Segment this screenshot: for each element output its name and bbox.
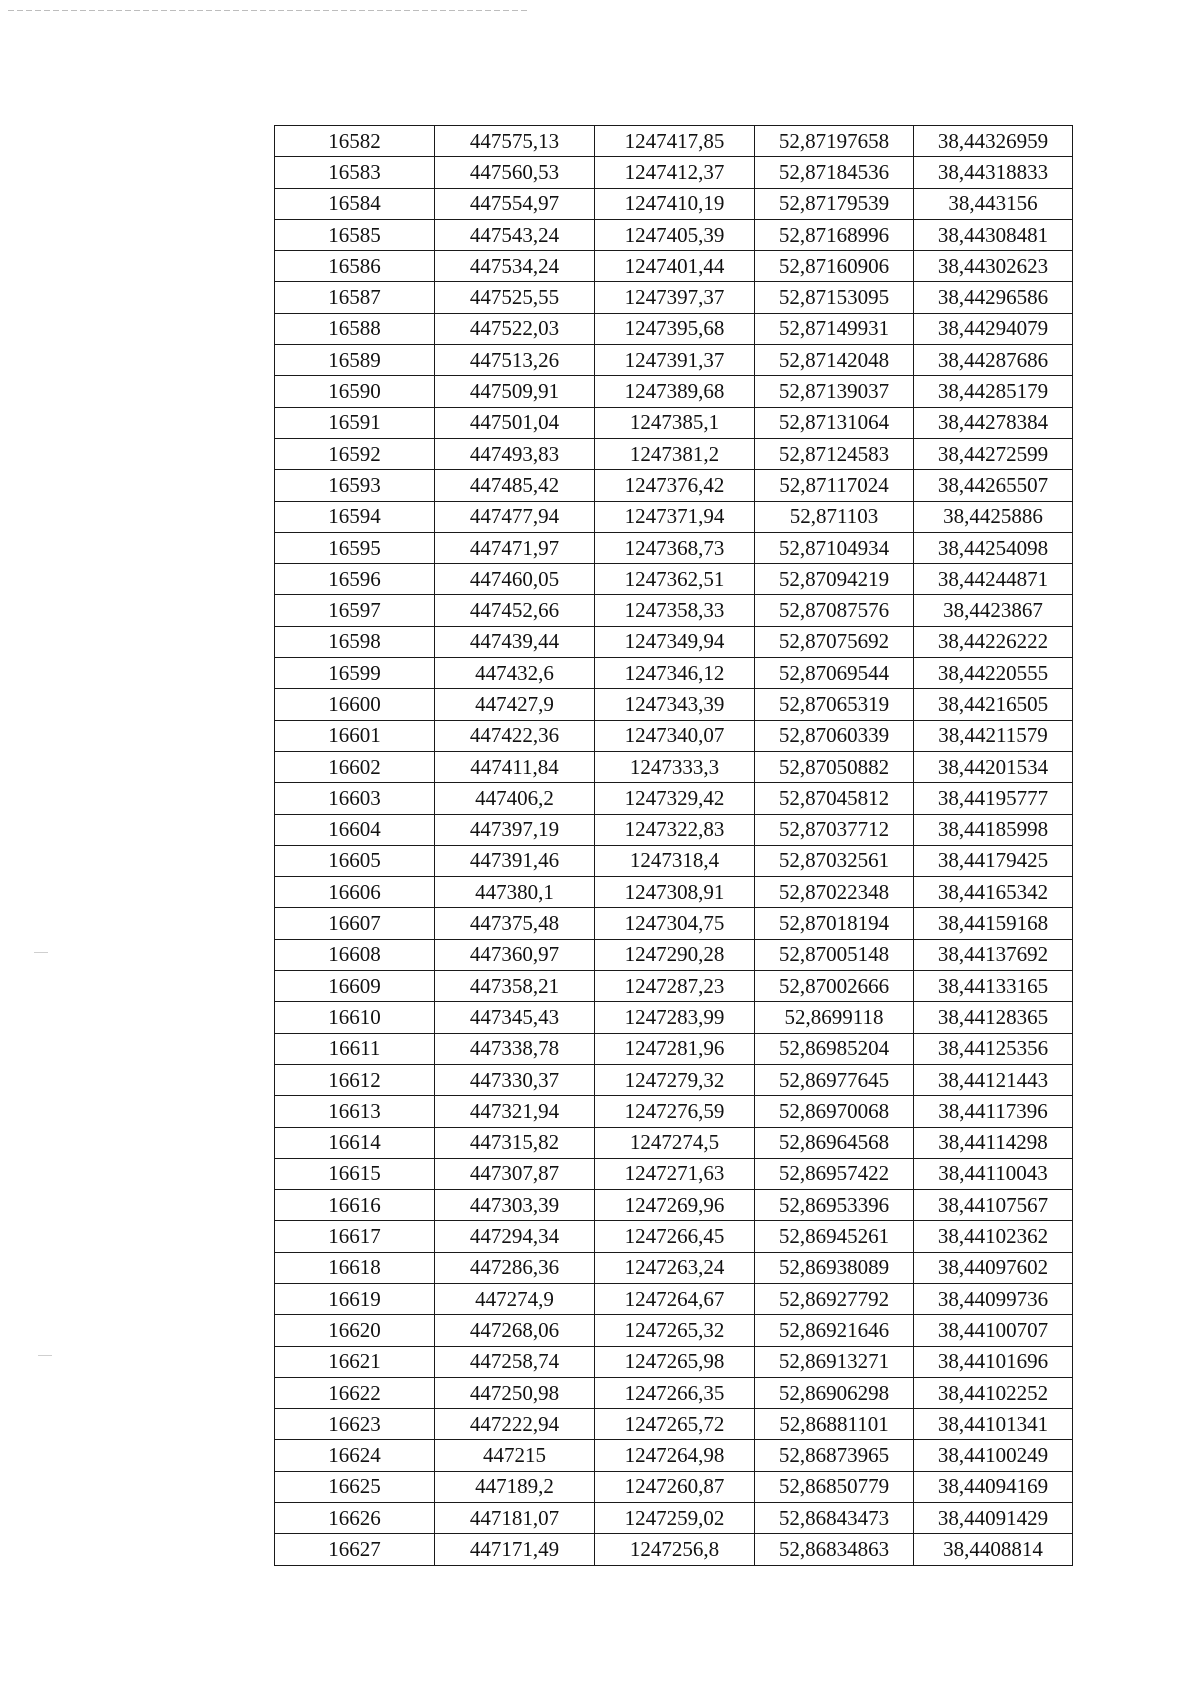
longitude-cell: 38,44125356: [914, 1033, 1073, 1064]
longitude-cell: 38,44094169: [914, 1471, 1073, 1502]
longitude-cell: 38,44179425: [914, 845, 1073, 876]
table-row: [275, 188, 1073, 219]
longitude-cell: 38,44100707: [914, 1315, 1073, 1346]
y-coordinate-cell: 1247260,87: [595, 1471, 755, 1502]
point-number-cell: 16591: [275, 407, 435, 438]
latitude-cell: 52,86985204: [755, 1033, 914, 1064]
table-row: [275, 1440, 1073, 1471]
longitude-cell: 38,44287686: [914, 345, 1073, 376]
y-coordinate-cell: 1247405,39: [595, 219, 755, 250]
y-coordinate-cell: 1247266,35: [595, 1377, 755, 1408]
table-row: [275, 1127, 1073, 1158]
latitude-cell: 52,87075692: [755, 626, 914, 657]
latitude-cell: 52,86977645: [755, 1064, 914, 1095]
latitude-cell: 52,86927792: [755, 1283, 914, 1314]
table-row: [275, 1064, 1073, 1095]
longitude-cell: 38,44195777: [914, 783, 1073, 814]
longitude-cell: 38,44107567: [914, 1190, 1073, 1221]
point-number-cell: 16615: [275, 1158, 435, 1189]
x-coordinate-cell: 447360,97: [435, 939, 595, 970]
table-row: [275, 1002, 1073, 1033]
point-number-cell: 16624: [275, 1440, 435, 1471]
x-coordinate-cell: 447534,24: [435, 251, 595, 282]
longitude-cell: 38,44296586: [914, 282, 1073, 313]
latitude-cell: 52,86945261: [755, 1221, 914, 1252]
y-coordinate-cell: 1247304,75: [595, 908, 755, 939]
longitude-cell: 38,4425886: [914, 501, 1073, 532]
x-coordinate-cell: 447543,24: [435, 219, 595, 250]
point-number-cell: 16614: [275, 1127, 435, 1158]
longitude-cell: 38,44117396: [914, 1096, 1073, 1127]
x-coordinate-cell: 447554,97: [435, 188, 595, 219]
latitude-cell: 52,87018194: [755, 908, 914, 939]
longitude-cell: 38,44097602: [914, 1252, 1073, 1283]
point-number-cell: 16599: [275, 658, 435, 689]
table-row: [275, 126, 1073, 157]
latitude-cell: 52,86906298: [755, 1377, 914, 1408]
table-row: [275, 783, 1073, 814]
y-coordinate-cell: 1247340,07: [595, 720, 755, 751]
table-row: [275, 1534, 1073, 1565]
x-coordinate-cell: 447250,98: [435, 1377, 595, 1408]
x-coordinate-cell: 447575,13: [435, 126, 595, 157]
table-row: [275, 1409, 1073, 1440]
longitude-cell: 38,44308481: [914, 219, 1073, 250]
x-coordinate-cell: 447215: [435, 1440, 595, 1471]
point-number-cell: 16620: [275, 1315, 435, 1346]
point-number-cell: 16586: [275, 251, 435, 282]
latitude-cell: 52,87197658: [755, 126, 914, 157]
x-coordinate-cell: 447522,03: [435, 313, 595, 344]
longitude-cell: 38,44159168: [914, 908, 1073, 939]
longitude-cell: 38,44137692: [914, 939, 1073, 970]
x-coordinate-cell: 447477,94: [435, 501, 595, 532]
y-coordinate-cell: 1247265,32: [595, 1315, 755, 1346]
longitude-cell: 38,44114298: [914, 1127, 1073, 1158]
latitude-cell: 52,87184536: [755, 157, 914, 188]
y-coordinate-cell: 1247283,99: [595, 1002, 755, 1033]
longitude-cell: 38,44326959: [914, 126, 1073, 157]
latitude-cell: 52,87002666: [755, 971, 914, 1002]
latitude-cell: 52,87139037: [755, 376, 914, 407]
x-coordinate-cell: 447330,37: [435, 1064, 595, 1095]
table-row: [275, 1315, 1073, 1346]
latitude-cell: 52,86938089: [755, 1252, 914, 1283]
x-coordinate-cell: 447171,49: [435, 1534, 595, 1565]
x-coordinate-cell: 447294,34: [435, 1221, 595, 1252]
x-coordinate-cell: 447525,55: [435, 282, 595, 313]
y-coordinate-cell: 1247410,19: [595, 188, 755, 219]
point-number-cell: 16610: [275, 1002, 435, 1033]
longitude-cell: 38,44211579: [914, 720, 1073, 751]
latitude-cell: 52,87131064: [755, 407, 914, 438]
table-row: [275, 1252, 1073, 1283]
point-number-cell: 16621: [275, 1346, 435, 1377]
longitude-cell: 38,44216505: [914, 689, 1073, 720]
y-coordinate-cell: 1247376,42: [595, 470, 755, 501]
table-row: [275, 1377, 1073, 1408]
point-number-cell: 16608: [275, 939, 435, 970]
table-row: [275, 814, 1073, 845]
latitude-cell: 52,86953396: [755, 1190, 914, 1221]
longitude-cell: 38,44102362: [914, 1221, 1073, 1252]
y-coordinate-cell: 1247276,59: [595, 1096, 755, 1127]
x-coordinate-cell: 447422,36: [435, 720, 595, 751]
latitude-cell: 52,87142048: [755, 345, 914, 376]
x-coordinate-cell: 447189,2: [435, 1471, 595, 1502]
point-number-cell: 16589: [275, 345, 435, 376]
y-coordinate-cell: 1247391,37: [595, 345, 755, 376]
x-coordinate-cell: 447358,21: [435, 971, 595, 1002]
y-coordinate-cell: 1247389,68: [595, 376, 755, 407]
latitude-cell: 52,87060339: [755, 720, 914, 751]
latitude-cell: 52,87117024: [755, 470, 914, 501]
latitude-cell: 52,871103: [755, 501, 914, 532]
y-coordinate-cell: 1247381,2: [595, 438, 755, 469]
longitude-cell: 38,44133165: [914, 971, 1073, 1002]
longitude-cell: 38,44128365: [914, 1002, 1073, 1033]
x-coordinate-cell: 447406,2: [435, 783, 595, 814]
x-coordinate-cell: 447338,78: [435, 1033, 595, 1064]
latitude-cell: 52,87094219: [755, 564, 914, 595]
y-coordinate-cell: 1247318,4: [595, 845, 755, 876]
x-coordinate-cell: 447509,91: [435, 376, 595, 407]
point-number-cell: 16612: [275, 1064, 435, 1095]
point-number-cell: 16617: [275, 1221, 435, 1252]
table-row: [275, 1096, 1073, 1127]
y-coordinate-cell: 1247395,68: [595, 313, 755, 344]
table-row: [275, 971, 1073, 1002]
latitude-cell: 52,86881101: [755, 1409, 914, 1440]
longitude-cell: 38,44110043: [914, 1158, 1073, 1189]
longitude-cell: 38,4408814: [914, 1534, 1073, 1565]
point-number-cell: 16593: [275, 470, 435, 501]
x-coordinate-cell: 447501,04: [435, 407, 595, 438]
point-number-cell: 16606: [275, 877, 435, 908]
x-coordinate-cell: 447493,83: [435, 438, 595, 469]
point-number-cell: 16616: [275, 1190, 435, 1221]
table-row: [275, 1158, 1073, 1189]
y-coordinate-cell: 1247349,94: [595, 626, 755, 657]
y-coordinate-cell: 1247264,67: [595, 1283, 755, 1314]
table-row: [275, 407, 1073, 438]
point-number-cell: 16583: [275, 157, 435, 188]
y-coordinate-cell: 1247308,91: [595, 877, 755, 908]
y-coordinate-cell: 1247397,37: [595, 282, 755, 313]
x-coordinate-cell: 447286,36: [435, 1252, 595, 1283]
table-row: [275, 219, 1073, 250]
y-coordinate-cell: 1247265,98: [595, 1346, 755, 1377]
y-coordinate-cell: 1247290,28: [595, 939, 755, 970]
longitude-cell: 38,44099736: [914, 1283, 1073, 1314]
table-row: [275, 532, 1073, 563]
latitude-cell: 52,86834863: [755, 1534, 914, 1565]
point-number-cell: 16600: [275, 689, 435, 720]
latitude-cell: 52,87104934: [755, 532, 914, 563]
table-row: [275, 626, 1073, 657]
latitude-cell: 52,87087576: [755, 595, 914, 626]
latitude-cell: 52,87005148: [755, 939, 914, 970]
latitude-cell: 52,86921646: [755, 1315, 914, 1346]
longitude-cell: 38,4423867: [914, 595, 1073, 626]
table-row: [275, 282, 1073, 313]
point-number-cell: 16619: [275, 1283, 435, 1314]
longitude-cell: 38,44244871: [914, 564, 1073, 595]
y-coordinate-cell: 1247417,85: [595, 126, 755, 157]
longitude-cell: 38,44100249: [914, 1440, 1073, 1471]
latitude-cell: 52,87168996: [755, 219, 914, 250]
x-coordinate-cell: 447274,9: [435, 1283, 595, 1314]
x-coordinate-cell: 447452,66: [435, 595, 595, 626]
point-number-cell: 16598: [275, 626, 435, 657]
y-coordinate-cell: 1247329,42: [595, 783, 755, 814]
latitude-cell: 52,86873965: [755, 1440, 914, 1471]
point-number-cell: 16582: [275, 126, 435, 157]
y-coordinate-cell: 1247412,37: [595, 157, 755, 188]
longitude-cell: 38,44302623: [914, 251, 1073, 282]
point-number-cell: 16602: [275, 751, 435, 782]
table-row: [275, 877, 1073, 908]
table-row: [275, 1346, 1073, 1377]
y-coordinate-cell: 1247281,96: [595, 1033, 755, 1064]
table-row: [275, 845, 1073, 876]
y-coordinate-cell: 1247274,5: [595, 1127, 755, 1158]
latitude-cell: 52,87045812: [755, 783, 914, 814]
table-row: [275, 1190, 1073, 1221]
scan-artifact-line: [8, 10, 528, 11]
table-row: [275, 595, 1073, 626]
point-number-cell: 16594: [275, 501, 435, 532]
point-number-cell: 16627: [275, 1534, 435, 1565]
table-row: [275, 438, 1073, 469]
y-coordinate-cell: 1247287,23: [595, 971, 755, 1002]
latitude-cell: 52,87050882: [755, 751, 914, 782]
point-number-cell: 16609: [275, 971, 435, 1002]
x-coordinate-cell: 447397,19: [435, 814, 595, 845]
table-row: [275, 1471, 1073, 1502]
x-coordinate-cell: 447321,94: [435, 1096, 595, 1127]
coordinates-table-body: [275, 126, 1073, 1566]
latitude-cell: 52,86913271: [755, 1346, 914, 1377]
y-coordinate-cell: 1247385,1: [595, 407, 755, 438]
y-coordinate-cell: 1247271,63: [595, 1158, 755, 1189]
point-number-cell: 16622: [275, 1377, 435, 1408]
table-row: [275, 689, 1073, 720]
longitude-cell: 38,44091429: [914, 1503, 1073, 1534]
x-coordinate-cell: 447268,06: [435, 1315, 595, 1346]
latitude-cell: 52,87149931: [755, 313, 914, 344]
table-row: [275, 157, 1073, 188]
x-coordinate-cell: 447471,97: [435, 532, 595, 563]
scan-speck: [34, 952, 48, 953]
latitude-cell: 52,87037712: [755, 814, 914, 845]
latitude-cell: 52,87124583: [755, 438, 914, 469]
point-number-cell: 16623: [275, 1409, 435, 1440]
latitude-cell: 52,86850779: [755, 1471, 914, 1502]
x-coordinate-cell: 447439,44: [435, 626, 595, 657]
latitude-cell: 52,86970068: [755, 1096, 914, 1127]
latitude-cell: 52,87179539: [755, 188, 914, 219]
table-row: [275, 658, 1073, 689]
point-number-cell: 16607: [275, 908, 435, 939]
table-row: [275, 1033, 1073, 1064]
point-number-cell: 16605: [275, 845, 435, 876]
point-number-cell: 16592: [275, 438, 435, 469]
table-row: [275, 939, 1073, 970]
y-coordinate-cell: 1247269,96: [595, 1190, 755, 1221]
x-coordinate-cell: 447432,6: [435, 658, 595, 689]
table-row: [275, 251, 1073, 282]
x-coordinate-cell: 447181,07: [435, 1503, 595, 1534]
point-number-cell: 16596: [275, 564, 435, 595]
y-coordinate-cell: 1247266,45: [595, 1221, 755, 1252]
point-number-cell: 16588: [275, 313, 435, 344]
longitude-cell: 38,44272599: [914, 438, 1073, 469]
coordinates-table: [274, 125, 1073, 1566]
point-number-cell: 16585: [275, 219, 435, 250]
point-number-cell: 16584: [275, 188, 435, 219]
table-row: [275, 313, 1073, 344]
x-coordinate-cell: 447460,05: [435, 564, 595, 595]
point-number-cell: 16613: [275, 1096, 435, 1127]
longitude-cell: 38,44254098: [914, 532, 1073, 563]
x-coordinate-cell: 447307,87: [435, 1158, 595, 1189]
latitude-cell: 52,87160906: [755, 251, 914, 282]
point-number-cell: 16604: [275, 814, 435, 845]
point-number-cell: 16611: [275, 1033, 435, 1064]
y-coordinate-cell: 1247264,98: [595, 1440, 755, 1471]
x-coordinate-cell: 447427,9: [435, 689, 595, 720]
table-row: [275, 1503, 1073, 1534]
latitude-cell: 52,86957422: [755, 1158, 914, 1189]
latitude-cell: 52,87069544: [755, 658, 914, 689]
y-coordinate-cell: 1247371,94: [595, 501, 755, 532]
table-row: [275, 376, 1073, 407]
point-number-cell: 16595: [275, 532, 435, 563]
x-coordinate-cell: 447315,82: [435, 1127, 595, 1158]
longitude-cell: 38,443156: [914, 188, 1073, 219]
y-coordinate-cell: 1247333,3: [595, 751, 755, 782]
latitude-cell: 52,8699118: [755, 1002, 914, 1033]
x-coordinate-cell: 447560,53: [435, 157, 595, 188]
point-number-cell: 16618: [275, 1252, 435, 1283]
point-number-cell: 16625: [275, 1471, 435, 1502]
longitude-cell: 38,44101341: [914, 1409, 1073, 1440]
table-row: [275, 1221, 1073, 1252]
longitude-cell: 38,44121443: [914, 1064, 1073, 1095]
y-coordinate-cell: 1247265,72: [595, 1409, 755, 1440]
latitude-cell: 52,87032561: [755, 845, 914, 876]
y-coordinate-cell: 1247368,73: [595, 532, 755, 563]
latitude-cell: 52,87153095: [755, 282, 914, 313]
longitude-cell: 38,44265507: [914, 470, 1073, 501]
longitude-cell: 38,44201534: [914, 751, 1073, 782]
y-coordinate-cell: 1247256,8: [595, 1534, 755, 1565]
table-row: [275, 751, 1073, 782]
point-number-cell: 16597: [275, 595, 435, 626]
table-row: [275, 470, 1073, 501]
x-coordinate-cell: 447391,46: [435, 845, 595, 876]
longitude-cell: 38,44278384: [914, 407, 1073, 438]
y-coordinate-cell: 1247322,83: [595, 814, 755, 845]
longitude-cell: 38,44226222: [914, 626, 1073, 657]
table-row: [275, 564, 1073, 595]
x-coordinate-cell: 447485,42: [435, 470, 595, 501]
latitude-cell: 52,87065319: [755, 689, 914, 720]
longitude-cell: 38,44185998: [914, 814, 1073, 845]
point-number-cell: 16587: [275, 282, 435, 313]
y-coordinate-cell: 1247358,33: [595, 595, 755, 626]
longitude-cell: 38,44318833: [914, 157, 1073, 188]
x-coordinate-cell: 447411,84: [435, 751, 595, 782]
y-coordinate-cell: 1247346,12: [595, 658, 755, 689]
longitude-cell: 38,44101696: [914, 1346, 1073, 1377]
table-row: [275, 720, 1073, 751]
y-coordinate-cell: 1247343,39: [595, 689, 755, 720]
longitude-cell: 38,44102252: [914, 1377, 1073, 1408]
point-number-cell: 16601: [275, 720, 435, 751]
x-coordinate-cell: 447380,1: [435, 877, 595, 908]
point-number-cell: 16603: [275, 783, 435, 814]
x-coordinate-cell: 447345,43: [435, 1002, 595, 1033]
y-coordinate-cell: 1247263,24: [595, 1252, 755, 1283]
y-coordinate-cell: 1247401,44: [595, 251, 755, 282]
table-row: [275, 501, 1073, 532]
longitude-cell: 38,44294079: [914, 313, 1073, 344]
x-coordinate-cell: 447222,94: [435, 1409, 595, 1440]
x-coordinate-cell: 447375,48: [435, 908, 595, 939]
point-number-cell: 16626: [275, 1503, 435, 1534]
table-row: [275, 1283, 1073, 1314]
x-coordinate-cell: 447258,74: [435, 1346, 595, 1377]
latitude-cell: 52,86843473: [755, 1503, 914, 1534]
scan-speck: [38, 1355, 52, 1356]
longitude-cell: 38,44165342: [914, 877, 1073, 908]
longitude-cell: 38,44285179: [914, 376, 1073, 407]
latitude-cell: 52,86964568: [755, 1127, 914, 1158]
latitude-cell: 52,87022348: [755, 877, 914, 908]
point-number-cell: 16590: [275, 376, 435, 407]
y-coordinate-cell: 1247279,32: [595, 1064, 755, 1095]
x-coordinate-cell: 447303,39: [435, 1190, 595, 1221]
x-coordinate-cell: 447513,26: [435, 345, 595, 376]
table-row: [275, 345, 1073, 376]
longitude-cell: 38,44220555: [914, 658, 1073, 689]
y-coordinate-cell: 1247362,51: [595, 564, 755, 595]
y-coordinate-cell: 1247259,02: [595, 1503, 755, 1534]
table-row: [275, 908, 1073, 939]
